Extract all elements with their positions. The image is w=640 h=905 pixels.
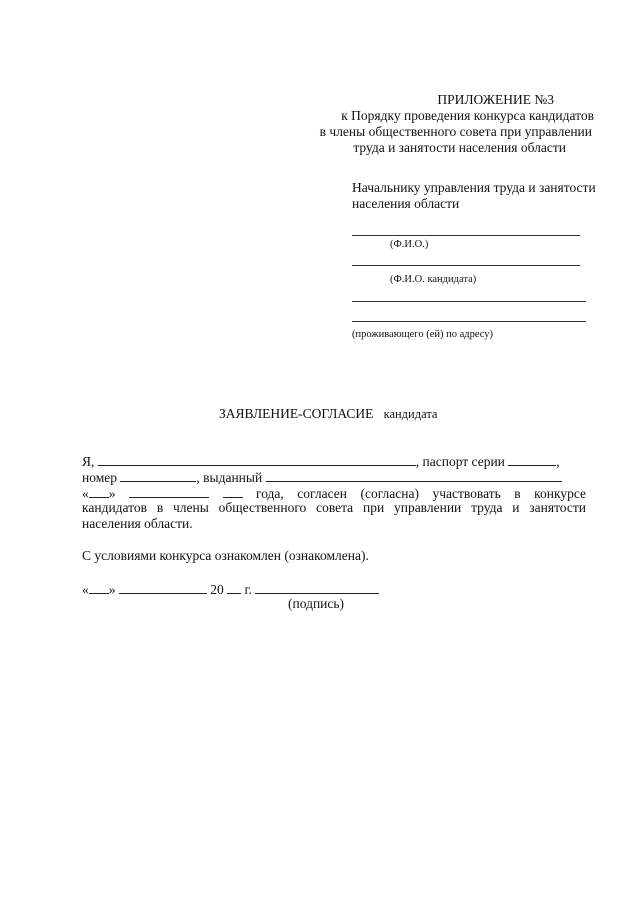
fio-underline bbox=[352, 235, 580, 236]
date-quote-open: « bbox=[82, 582, 89, 597]
issued-blank bbox=[266, 468, 562, 482]
addressee-line-2: населения области bbox=[352, 196, 460, 211]
statement-line-4: кандидатов в члены общественного совета при управлении труда и занятости bbox=[82, 500, 586, 515]
address-caption: (проживающего (ей) по адресу) bbox=[352, 329, 494, 340]
addressee-line-1: Начальнику управления труда и занятости bbox=[352, 180, 596, 195]
passport-series-blank bbox=[508, 452, 556, 466]
year-suffix: г. bbox=[244, 582, 252, 597]
fio-caption: (Ф.И.О.) bbox=[390, 239, 429, 250]
ya-label: Я, bbox=[82, 454, 95, 469]
year-blank bbox=[223, 484, 243, 498]
address-underline-2 bbox=[352, 321, 586, 322]
candidate-fio-underline bbox=[352, 265, 580, 266]
date-month-blank bbox=[119, 580, 207, 594]
month-blank bbox=[129, 484, 209, 498]
conditions-text: С условиями конкурса ознакомлен (ознакомлена). bbox=[82, 548, 369, 563]
quote-close: » bbox=[108, 486, 116, 501]
day-blank bbox=[89, 484, 109, 498]
number-blank bbox=[120, 468, 196, 482]
statement-heading bbox=[219, 406, 437, 422]
statement-line-5: населения области. bbox=[82, 516, 193, 531]
signature-caption: (подпись) bbox=[288, 596, 345, 611]
passport-series-label: , паспорт серии bbox=[415, 454, 505, 469]
agree-text: года, согласен (согласна) участвовать в конкурсе bbox=[256, 486, 587, 501]
statement-heading-suffix: кандидата bbox=[383, 407, 438, 421]
appendix-header bbox=[320, 92, 592, 156]
candidate-fio-caption: (Ф.И.О. кандидата) bbox=[390, 274, 477, 285]
statement-heading-main: ЗАЯВЛЕНИЕ-СОГЛАСИЕ bbox=[219, 406, 374, 421]
appendix-line-1: к Порядку проведения конкурса кандидатов bbox=[341, 108, 594, 123]
name-blank bbox=[98, 452, 416, 466]
number-label: номер bbox=[82, 470, 118, 485]
signature-blank bbox=[255, 580, 379, 594]
date-day-blank bbox=[89, 580, 109, 594]
appendix-line-3: труда и занятости населения области bbox=[353, 140, 566, 155]
appendix-title: ПРИЛОЖЕНИЕ №3 bbox=[437, 92, 554, 107]
appendix-line-2: в члены общественного совета при управлении bbox=[319, 124, 592, 139]
date-year-blank bbox=[227, 580, 241, 594]
quote-open: « bbox=[82, 486, 89, 501]
address-underline-1 bbox=[352, 301, 586, 302]
issued-label: , выданный bbox=[196, 470, 263, 485]
statement-line-1: Я, , паспорт серии , bbox=[82, 454, 560, 469]
year-prefix: 20 bbox=[210, 582, 224, 597]
date-quote-close: » bbox=[108, 582, 116, 597]
